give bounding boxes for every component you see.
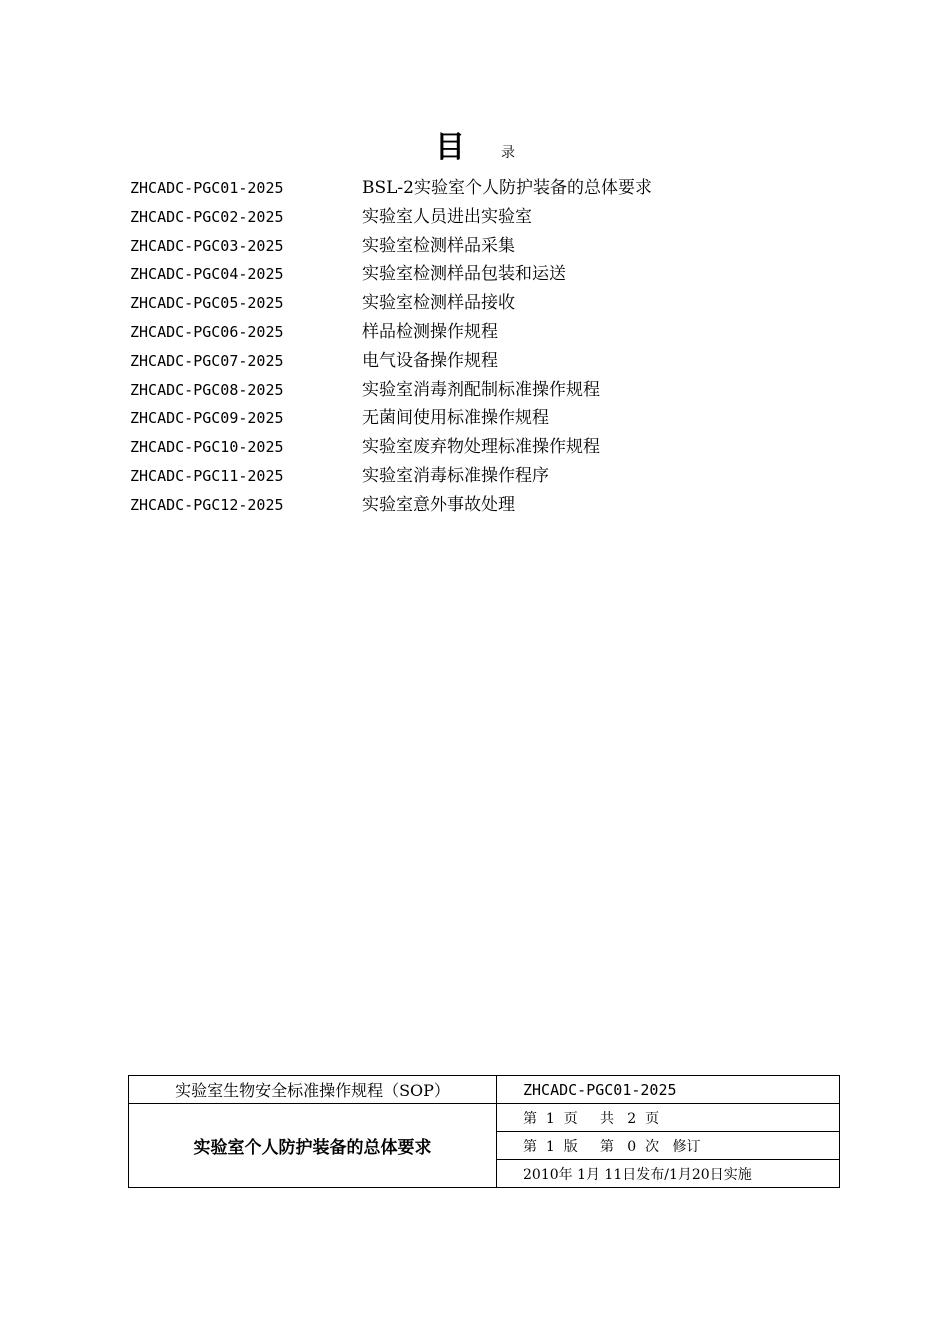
toc-title: 实验室意外事故处理	[362, 494, 515, 515]
toc-heading-big: 目	[435, 130, 465, 165]
footer-version-info: 第 1 版 第 0 次 修订	[497, 1132, 840, 1160]
toc-code: ZHCADC-PGC06-2025	[130, 322, 284, 341]
toc-row	[130, 433, 830, 462]
toc-row	[130, 376, 830, 405]
footer-document-code: ZHCADC-PGC01-2025	[497, 1076, 840, 1104]
toc-row	[130, 462, 830, 491]
footer-page-info: 第 1 页 共 2 页	[497, 1104, 840, 1132]
toc-code: ZHCADC-PGC11-2025	[130, 466, 284, 485]
toc-row	[130, 260, 830, 289]
toc-title: 实验室废弃物处理标准操作规程	[362, 437, 600, 458]
toc-title: 样品检测操作规程	[362, 321, 498, 342]
toc-title: 实验室检测样品采集	[362, 235, 515, 256]
toc-row	[130, 318, 830, 347]
toc-title: BSL-2实验室个人防护装备的总体要求	[362, 178, 652, 198]
toc-title: 实验室人员进出实验室	[362, 206, 532, 227]
toc-code: ZHCADC-PGC03-2025	[130, 236, 284, 255]
toc-heading	[0, 128, 950, 173]
toc-title: 实验室消毒标准操作程序	[362, 465, 549, 486]
toc-code: ZHCADC-PGC04-2025	[130, 265, 284, 284]
toc-title: 无菌间使用标准操作规程	[362, 408, 549, 429]
toc-title: 实验室消毒剂配制标准操作规程	[362, 379, 600, 400]
toc-code: ZHCADC-PGC07-2025	[130, 351, 284, 370]
footer-header-left: 实验室生物安全标准操作规程（SOP）	[129, 1076, 497, 1104]
toc-code: ZHCADC-PGC08-2025	[130, 380, 284, 399]
toc-title: 电气设备操作规程	[362, 350, 498, 371]
toc-row	[130, 289, 830, 318]
toc-code: ZHCADC-PGC01-2025	[130, 179, 284, 197]
document-footer-table	[128, 1075, 840, 1188]
table-of-contents	[130, 174, 830, 520]
toc-heading-small: 录	[501, 145, 515, 161]
toc-row	[130, 491, 830, 520]
toc-row	[130, 404, 830, 433]
toc-row	[130, 347, 830, 376]
toc-code: ZHCADC-PGC05-2025	[130, 294, 284, 313]
toc-code: ZHCADC-PGC10-2025	[130, 438, 284, 457]
toc-row	[130, 174, 830, 203]
toc-code: ZHCADC-PGC12-2025	[130, 495, 284, 514]
toc-row	[130, 203, 830, 232]
footer-document-title: 实验室个人防护装备的总体要求	[129, 1104, 497, 1188]
toc-code: ZHCADC-PGC02-2025	[130, 207, 284, 226]
toc-code: ZHCADC-PGC09-2025	[130, 409, 284, 428]
toc-row	[130, 232, 830, 261]
toc-title: 实验室检测样品接收	[362, 293, 515, 314]
toc-title: 实验室检测样品包装和运送	[362, 264, 566, 285]
footer-date-info: 2010年 1月 11日发布/1月20日实施	[497, 1160, 840, 1188]
